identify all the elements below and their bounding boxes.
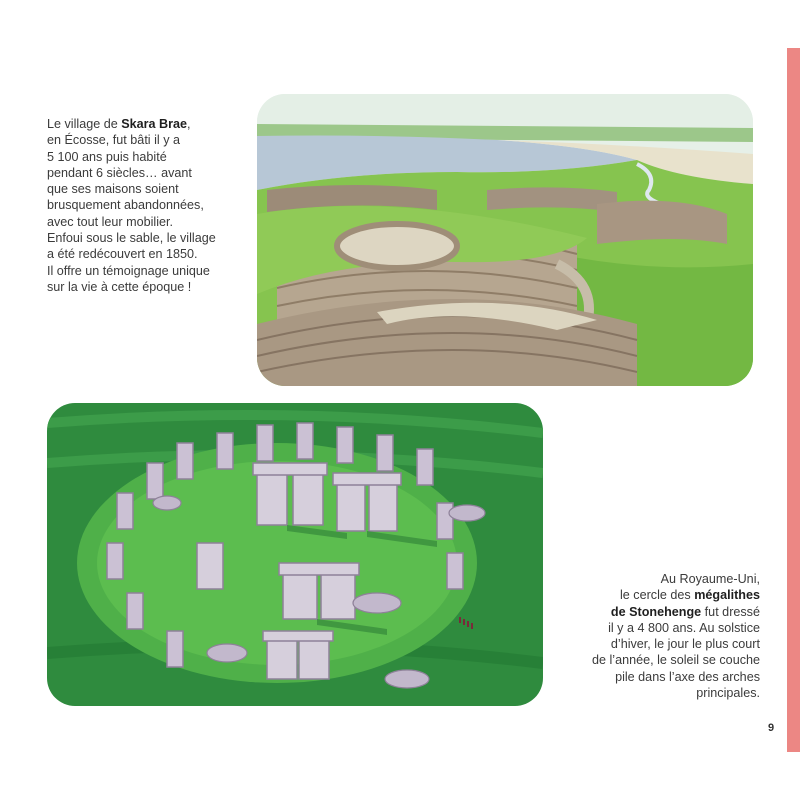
text-line: de Stonehenge fut dressé: [610, 604, 760, 619]
stonehenge-illustration: [47, 403, 543, 706]
text-line: il y a 4 800 ans. Au solstice: [608, 620, 760, 635]
page-edge-band: [787, 48, 800, 752]
page-number: 9: [768, 722, 775, 734]
text-line: sur la vie à cette époque !: [47, 279, 192, 294]
text-line: principales.: [696, 686, 760, 701]
text-line: pendant 6 siècles… avant: [47, 165, 192, 180]
skara-brae-illustration: [257, 94, 753, 386]
text-line: a été redécouvert en 1850.: [47, 247, 198, 262]
text-line: en Écosse, fut bâti il y a: [47, 133, 181, 148]
text-line: 5 100 ans puis habité: [47, 149, 167, 164]
skara-brae-text: [47, 116, 257, 295]
text-line: Enfoui sous le sable, le village: [47, 231, 216, 246]
text-line: Il offre un témoignage unique: [47, 263, 210, 278]
text-line: Au Royaume-Uni,: [660, 572, 760, 586]
text-line: d’hiver, le jour le plus court: [610, 637, 760, 652]
text-line: pile dans l’axe des arches: [615, 669, 760, 684]
text-line: avec tout leur mobilier.: [47, 214, 173, 229]
text-line: brusquement abandonnées,: [47, 198, 204, 213]
text-line: le cercle des mégalithes: [620, 588, 760, 603]
text-line: que ses maisons soient: [47, 182, 179, 197]
text-line: de l’année, le soleil se couche: [591, 653, 760, 668]
stonehenge-text: [555, 571, 760, 701]
text-line: Le village de Skara Brae,: [47, 117, 191, 131]
